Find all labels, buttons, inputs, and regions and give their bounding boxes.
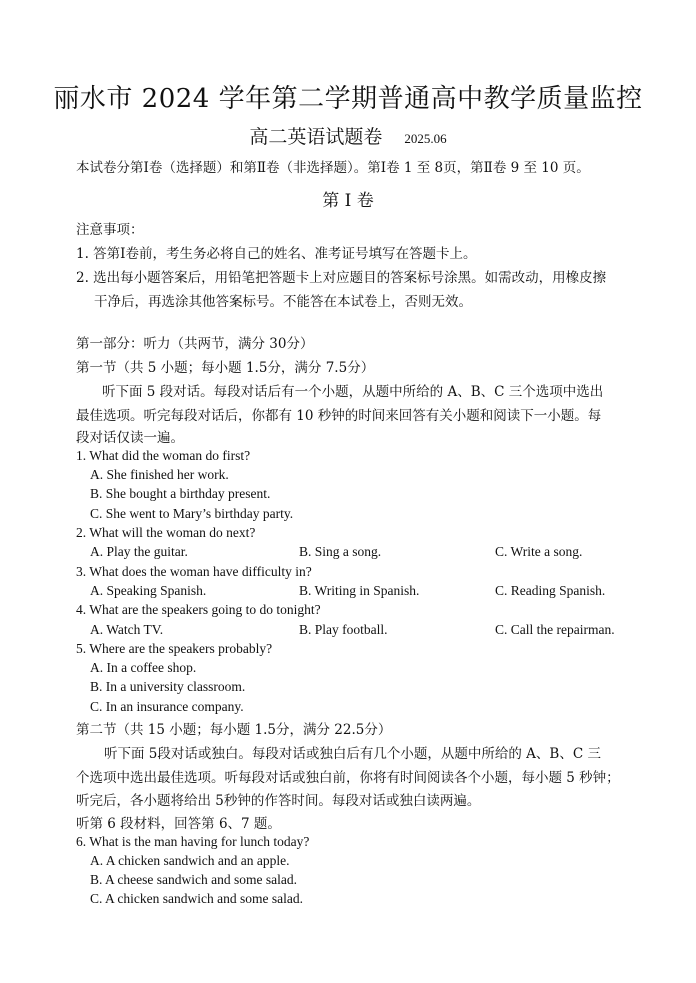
section1-instructions-3: 段对话仅读一遍。 bbox=[76, 430, 184, 446]
question-1-option-b: B. She bought a birthday present. bbox=[90, 486, 271, 501]
question-1-option-a: A. She finished her work. bbox=[90, 467, 229, 482]
question-4-option-c: C. Call the repairman. bbox=[495, 622, 615, 637]
question-3-option-c: C. Reading Spanish. bbox=[495, 583, 606, 598]
question-1-stem: 1. What did the woman do first? bbox=[76, 448, 251, 463]
subject-label: 高二英语试题卷 bbox=[249, 126, 383, 148]
section2-instructions-1: 听下面 5段对话或独白。每段对话或独白后有几个小题，从题中所给的 A、B、C 三 bbox=[104, 746, 601, 762]
question-5-stem: 5. Where are the speakers probably? bbox=[76, 641, 273, 656]
question-2-option-c: C. Write a song. bbox=[495, 544, 583, 559]
question-4-stem: 4. What are the speakers going to do tonight? bbox=[76, 602, 321, 617]
question-3-stem: 3. What does the woman have difficulty in? bbox=[76, 564, 312, 579]
question-5-option-a: A. In a coffee shop. bbox=[90, 660, 197, 675]
question-5-option-b: B. In a university classroom. bbox=[90, 679, 246, 694]
question-1-option-c: C. She went to Mary’s birthday party. bbox=[90, 506, 294, 521]
section2-heading: 第二节（共 15 小题；每小题 1.5分，满分 22.5分） bbox=[76, 722, 392, 738]
section1-heading: 第一节（共 5 小题；每小题 1.5分，满分 7.5分） bbox=[76, 360, 375, 376]
question-6-option-a: A. A chicken sandwich and an apple. bbox=[90, 853, 290, 868]
part1-heading: 第一部分：听力（共两节，满分 30分） bbox=[76, 336, 314, 352]
question-3-option-b: B. Writing in Spanish. bbox=[299, 583, 420, 598]
listening-note-6: 听第 6 段材料，回答第 6、7 题。 bbox=[76, 816, 281, 832]
exam-subtitle bbox=[0, 122, 696, 149]
exam-date: 2025.06 bbox=[404, 131, 447, 146]
exam-title: 丽水市 2024 学年第二学期普通高中教学质量监控 bbox=[53, 84, 643, 114]
question-6-option-c: C. A chicken sandwich and some salad. bbox=[90, 891, 303, 906]
notes-heading: 注意事项： bbox=[76, 222, 144, 238]
section1-instructions-2: 最佳选项。听完每段对话后，你都有 10 秒钟的时间来回答有关小题和阅读下一小题。每 bbox=[76, 408, 602, 424]
question-5-option-c: C. In an insurance company. bbox=[90, 699, 244, 714]
volume-one-heading: 第 Ⅰ 卷 bbox=[322, 191, 374, 211]
question-2-option-a: A. Play the guitar. bbox=[90, 544, 188, 559]
question-2-stem: 2. What will the woman do next? bbox=[76, 525, 256, 540]
section2-instructions-2: 个选项中选出最佳选项。听每段对话或独白前，你将有时间阅读各个小题，每小题 5 秒钟； bbox=[76, 770, 620, 786]
question-2-option-b: B. Sing a song. bbox=[299, 544, 382, 559]
exam-intro: 本试卷分第Ⅰ卷（选择题）和第Ⅱ卷（非选择题）。第Ⅰ卷 1 至 8页，第Ⅱ卷 9 至 10 页。 bbox=[76, 160, 590, 176]
question-6-stem: 6. What is the man having for lunch today? bbox=[76, 834, 310, 849]
question-6-option-b: B. A cheese sandwich and some salad. bbox=[90, 872, 297, 887]
note-item-2-cont: 干净后，再选涂其他答案标号。不能答在本试卷上，否则无效。 bbox=[94, 294, 472, 310]
question-3-option-a: A. Speaking Spanish. bbox=[90, 583, 207, 598]
question-4-option-a: A. Watch TV. bbox=[90, 622, 164, 637]
question-4-option-b: B. Play football. bbox=[299, 622, 388, 637]
section1-instructions-1: 听下面 5 段对话。每段对话后有一个小题，从题中所给的 A、B、C 三个选项中选出 bbox=[102, 384, 604, 400]
note-item-1: 1. 答第Ⅰ卷前，考生务必将自己的姓名、准考证号填写在答题卡上。 bbox=[76, 246, 477, 262]
note-item-2: 2. 选出每小题答案后，用铅笔把答题卡上对应题目的答案标号涂黑。如需改动，用橡皮擦 bbox=[76, 270, 607, 286]
section2-instructions-3: 听完后，各小题将给出 5秒钟的作答时间。每段对话或独白读两遍。 bbox=[76, 793, 481, 809]
